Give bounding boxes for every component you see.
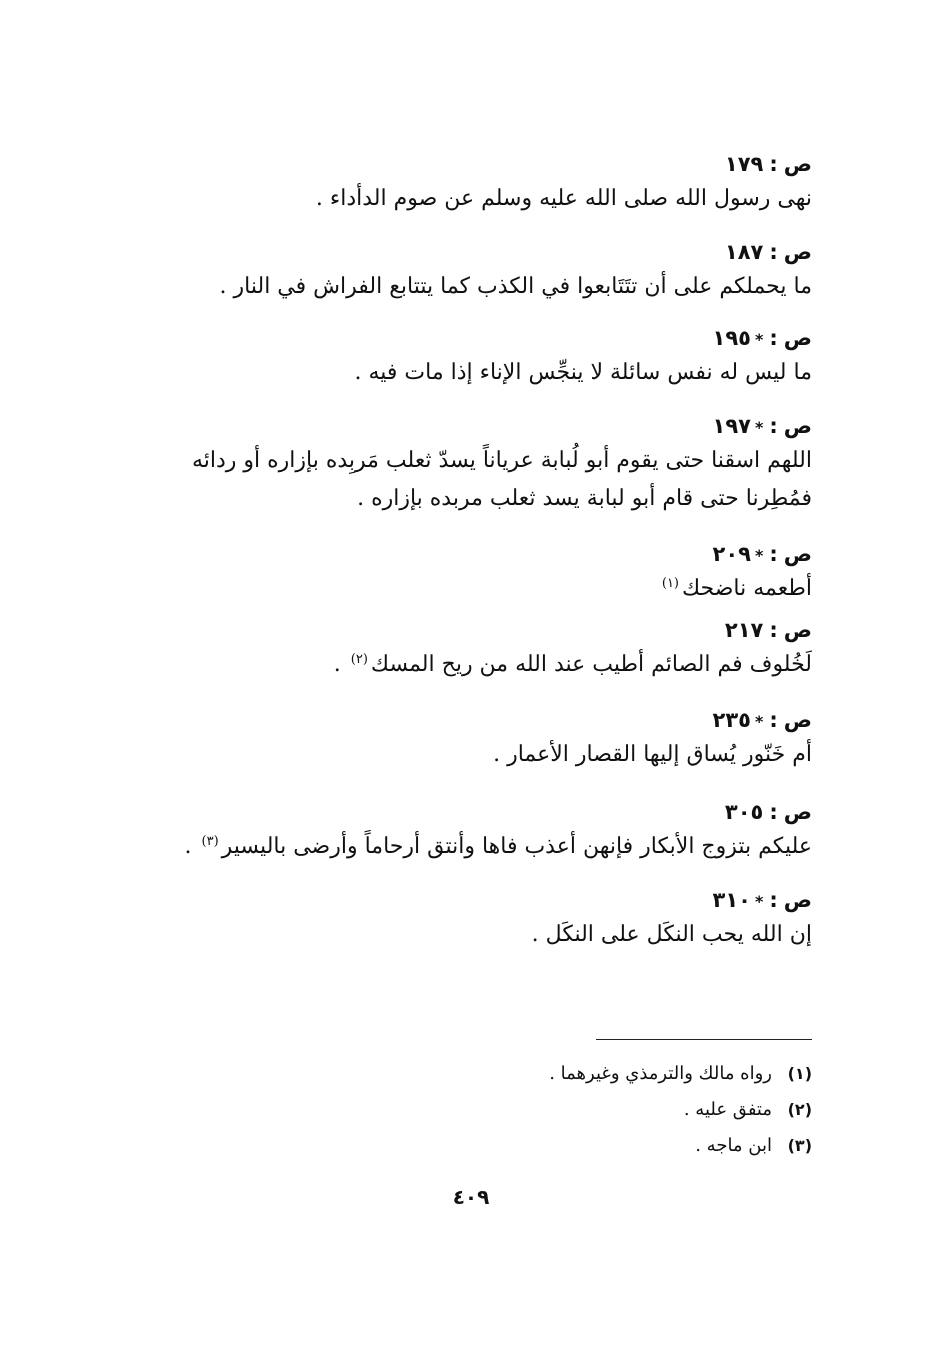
footnote-number: (٢) — [787, 1100, 812, 1119]
ref-page-number: ٢٠٩ — [712, 542, 751, 566]
star-marker: * — [754, 712, 764, 731]
ref-label: ص — [783, 618, 812, 642]
hadith-text: اللهم اسقنا حتى يقوم أبو لُبابة عرياناً يسدّ ثعلب مَربِده بإزاره أو ردائه — [191, 448, 812, 473]
ref-label: ص — [783, 542, 812, 566]
page-reference — [122, 236, 812, 268]
hadith-text: أطعمه ناضحك — [682, 576, 812, 601]
page-reference — [122, 148, 812, 180]
ref-page-number: ١٨٧ — [724, 240, 764, 264]
footnote-item — [312, 1092, 812, 1128]
hadith-text-continued: فمُطِرنا حتى قام أبو لبابة يسد ثعلب مربده بإزاره . — [357, 486, 812, 511]
ref-label: ص — [783, 326, 812, 350]
hadith-list — [122, 148, 812, 954]
ref-label: ص — [783, 888, 812, 912]
footnote-text: رواه مالك والترمذي وغيرهما . — [549, 1063, 772, 1084]
ref-separator: : — [769, 152, 778, 176]
hadith-text-line — [122, 828, 812, 866]
sentence-end: . — [184, 834, 192, 859]
page-reference — [122, 322, 812, 354]
hadith-text: عليكم بتزوج الأبكار فإنهن أعذب فاها وأنتق أرحاماً وأرضى باليسير — [221, 834, 812, 859]
ref-label: ص — [783, 708, 812, 732]
ref-separator: : — [769, 708, 778, 732]
ref-separator: : — [769, 888, 778, 912]
star-marker: * — [754, 546, 764, 565]
page-reference — [122, 796, 812, 828]
sentence-end: . — [333, 652, 341, 677]
ref-label: ص — [783, 414, 812, 438]
ref-page-number: ٢٣٥ — [712, 708, 751, 732]
footnote-item — [312, 1056, 812, 1092]
page-reference — [122, 538, 812, 570]
ref-separator: : — [769, 800, 778, 824]
page-reference — [122, 884, 812, 916]
ref-separator: : — [769, 240, 778, 264]
entry-305 — [122, 796, 812, 866]
ref-page-number: ٢١٧ — [724, 618, 764, 642]
entry-179 — [122, 148, 812, 218]
entry-310 — [122, 884, 812, 954]
entry-195 — [122, 322, 812, 392]
star-marker: * — [754, 418, 764, 437]
ref-separator: : — [769, 414, 778, 438]
footnote-marker: (١) — [661, 575, 679, 591]
page-reference — [122, 704, 812, 736]
entry-235 — [122, 704, 812, 774]
ref-page-number: ٣٠٥ — [724, 800, 764, 824]
entry-187 — [122, 236, 812, 306]
page-reference — [122, 410, 812, 442]
entry-197 — [122, 410, 812, 518]
ref-separator: : — [769, 542, 778, 566]
hadith-text: ما ليس له نفس سائلة لا ينجِّس الإناء إذا مات فيه . — [354, 360, 812, 385]
ref-page-number: ١٧٩ — [724, 152, 764, 176]
ref-separator: : — [769, 326, 778, 350]
footnote-text: ابن ماجه . — [695, 1135, 772, 1156]
ref-label: ص — [783, 800, 812, 824]
ref-page-number: ١٩٧ — [712, 414, 751, 438]
hadith-text-line — [122, 570, 812, 608]
page-reference — [122, 614, 812, 646]
hadith-text: ما يحملكم على أن تتَتَابعوا في الكذب كما يتتابع الفراش في النار . — [219, 274, 812, 299]
footnotes — [312, 1056, 812, 1164]
hadith-text: لَخُلوف فم الصائم أطيب عند الله من ريح المسك — [370, 652, 812, 677]
hadith-text: نهى رسول الله صلى الله عليه وسلم عن صوم الدأداء . — [315, 186, 812, 211]
ref-page-number: ٣١٠ — [712, 888, 751, 912]
entry-217 — [122, 614, 812, 684]
ref-page-number: ١٩٥ — [712, 326, 751, 350]
ref-label: ص — [783, 240, 812, 264]
hadith-text: إن الله يحب النكَل على النكَل . — [531, 922, 812, 947]
star-marker: * — [754, 330, 764, 349]
star-marker: * — [754, 892, 764, 911]
ref-label: ص — [783, 152, 812, 176]
footnote-number: (١) — [787, 1064, 812, 1083]
footnote-marker: (٣) — [201, 833, 219, 849]
ref-separator: : — [769, 618, 778, 642]
footnote-marker: (٢) — [350, 651, 368, 667]
page-number: ٤٠٩ — [452, 1185, 490, 1209]
footnote-text: متفق عليه . — [683, 1099, 772, 1120]
footnote-number: (٣) — [787, 1136, 812, 1155]
entry-209 — [122, 538, 812, 608]
footnote-item — [312, 1128, 812, 1164]
hadith-text: أم خَنّور يُساق إليها القصار الأعمار . — [493, 742, 812, 767]
hadith-text-line — [122, 646, 812, 684]
footnote-divider — [596, 1039, 812, 1040]
